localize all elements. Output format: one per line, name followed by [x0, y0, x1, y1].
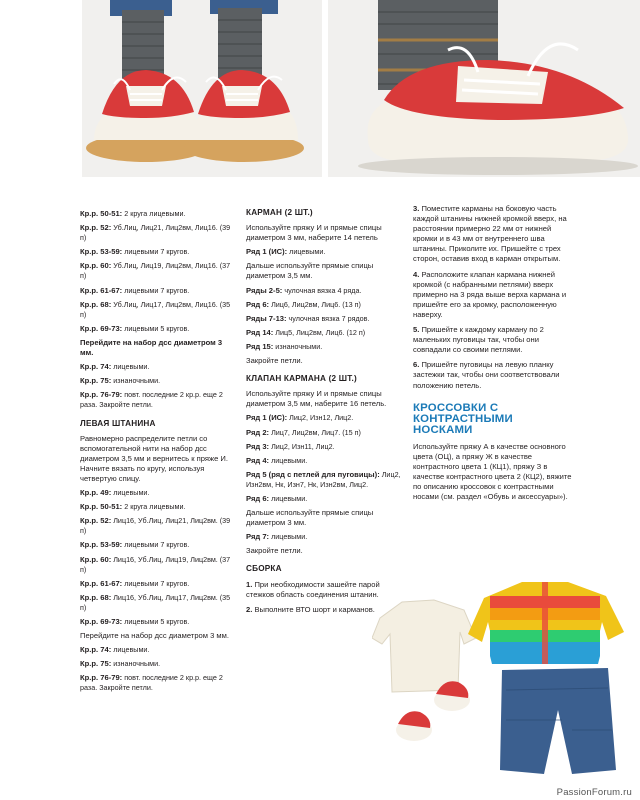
row-text: лицевыми. — [111, 645, 150, 655]
instruction-row — [246, 314, 404, 324]
step-number: 4. — [413, 269, 422, 279]
row-text: изнаночными. — [273, 341, 323, 351]
pocket-flap-heading: КЛАПАН КАРМАНА (2 ШТ.) — [246, 374, 357, 384]
row-text: лицевыми. — [111, 488, 150, 498]
stitch-count: (37 п) — [80, 554, 231, 574]
row-label: Ряд 1 (ИС): — [246, 247, 288, 257]
row-label: Ряд 14: — [246, 327, 274, 337]
photo-sneaker-closeup — [328, 0, 640, 177]
instruction-row — [246, 328, 404, 338]
row-label: Кр.р. 68: — [80, 299, 112, 309]
assembly-heading: СБОРКА — [246, 564, 282, 574]
row-label: Ряд 15: — [246, 341, 274, 351]
row-text: лицевыми 7 кругов. — [122, 578, 190, 588]
row-label: Кр.р. 68: — [80, 592, 112, 602]
step-number: 1. — [246, 579, 255, 589]
sneakers-heading: КРОССОВКИ С КОНТРАСТНЫМИ НОСКАМИ — [413, 401, 513, 437]
instruction-row — [246, 342, 404, 352]
row-label: Ряд 6: — [246, 299, 270, 309]
row-text: лицевыми 7 кругов. — [122, 247, 190, 257]
row-label: Кр.р. 76-79: — [80, 673, 123, 683]
left-leg-heading: ЛЕВАЯ ШТАНИНА — [80, 418, 156, 428]
instruction-row: Перейдите на набор дсс диаметром 3 мм. — [80, 631, 229, 641]
right-leg-rows — [80, 209, 236, 411]
instruction-row — [246, 247, 404, 257]
row-text: Лиц16, Уб.Лиц, Лиц21, Лиц2вм. — [111, 516, 218, 526]
instruction-row: Дальше используйте прямые спицы диаметром 3 мм. — [246, 508, 374, 528]
step-text: При необходимости зашейте парой стежков область соединения штанин. — [246, 579, 380, 599]
row-note-bold: Перейдите на набор дсс диаметром 3 мм. — [80, 337, 223, 358]
row-label: Кр.р. 61-67: — [80, 285, 123, 295]
instruction-row — [246, 494, 404, 504]
instruction-row — [246, 300, 404, 310]
row-text: лицевыми 5 кругов. — [122, 323, 190, 333]
instruction-row — [246, 470, 404, 490]
row-label: Кр.р. 74: — [80, 645, 112, 655]
instruction-row — [80, 261, 236, 281]
pocket-intro: Используйте пряжу И и прямые спицы диаметром 3 мм, наберите 14 петель — [246, 223, 382, 243]
instruction-row — [246, 413, 404, 423]
row-text: лицевыми. — [269, 493, 308, 503]
instruction-row — [80, 247, 236, 257]
row-text: Лиц16, Уб.Лиц, Лиц19, Лиц2вм. — [111, 554, 218, 564]
instruction-row — [80, 540, 236, 550]
step-number: 5. — [413, 325, 422, 335]
row-text: лицевыми. — [287, 247, 326, 257]
assembly-step — [413, 204, 573, 265]
instruction-row — [80, 324, 236, 334]
column-left — [80, 209, 236, 698]
row-label: Кр.р. 75: — [80, 659, 112, 669]
row-label: Кр.р. 75: — [80, 376, 112, 386]
row-label: Ряд 6: — [246, 493, 270, 503]
row-label: Кр.р. 76-79: — [80, 390, 123, 400]
row-text: чулочная вязка 7 рядов. — [286, 313, 370, 323]
row-text: 2 круга лицевыми. — [122, 502, 186, 512]
pocket-rows — [246, 247, 404, 366]
row-label: Кр.р. 53-59: — [80, 540, 123, 550]
row-text: Лиц2, Изн12, Лиц2. — [287, 413, 354, 423]
row-label: Ряды 7-13: — [246, 313, 287, 323]
instruction-row — [80, 488, 236, 498]
step-number: 3. — [413, 204, 422, 213]
instruction-row: Закройте петли. — [246, 546, 303, 556]
instruction-row — [80, 502, 236, 512]
instruction-row — [80, 673, 236, 693]
pocket-flap-intro: Используйте пряжу И и прямые спицы диаметром 3,5 мм, наберите 16 петель. — [246, 389, 387, 409]
pocket-heading: КАРМАН (2 ШТ.) — [246, 208, 313, 217]
row-text: лицевыми 7 кругов. — [122, 285, 190, 295]
row-text: 2 круга лицевыми. — [122, 209, 186, 218]
sneakers-text: Используйте пряжу А в качестве основного цвета (ОЦ), а пряжу Ж в качестве контрастного цвета 1 (КЦ1), пряжу З в качестве контрастного цвета 2 (КЦ2), вяжите по описанию кроссовок с контрастными носами (см. раздел «Обувь и аксессуары»). — [413, 441, 572, 502]
stitch-count: (39 п) — [80, 516, 231, 536]
row-text: Лиц7, Лиц2вм, Лиц7. — [269, 427, 341, 437]
row-label: Ряд 5 (ряд с петлей для пуговицы): — [246, 469, 380, 479]
instruction-row — [80, 300, 236, 320]
row-label: Ряд 4: — [246, 455, 270, 465]
step-number: 2. — [246, 604, 255, 614]
row-text: лицевыми. — [111, 362, 150, 372]
assembly-step — [413, 360, 573, 390]
row-text: чулочная вязка 4 ряда. — [282, 285, 362, 295]
instruction-row — [80, 659, 236, 669]
assembly-step — [413, 270, 573, 320]
photo-sneakers-front — [82, 0, 322, 177]
step-text: Расположите клапан кармана нижней кромкой (с набранными петлями) вверх примерно на 3 ряда выше верха кармана и пришейте его за кромку, расположенную наверху. — [413, 269, 567, 319]
row-label: Кр.р. 53-59: — [80, 247, 123, 257]
row-text: лицевыми 5 кругов. — [122, 617, 190, 626]
row-text: Уб.Лиц, Лиц21, Лиц2вм, Лиц16. — [111, 223, 218, 233]
instruction-row — [80, 390, 236, 410]
row-label: Ряд 7: — [246, 532, 270, 542]
row-text: изнаночными. — [111, 376, 161, 386]
row-text: Уб.Лиц, Лиц17, Лиц2вм, Лиц16. — [111, 299, 218, 309]
row-label: Кр.р. 69-73: — [80, 323, 123, 333]
instruction-row — [80, 645, 236, 655]
row-label: Ряд 2: — [246, 427, 270, 437]
row-text: повт. последние 2 кр.р. еще 2 раза. Закройте петли. — [80, 673, 223, 693]
row-label: Кр.р. 49: — [80, 488, 112, 498]
left-leg-rows — [80, 488, 236, 694]
instruction-row — [80, 579, 236, 589]
instruction-row — [80, 555, 236, 575]
instruction-row — [246, 442, 404, 452]
stitch-count: (37 п) — [80, 261, 231, 281]
row-label: Кр.р. 61-67: — [80, 578, 123, 588]
row-text: Лиц2, Изн11, Лиц2. — [269, 441, 335, 451]
instruction-row — [80, 593, 236, 613]
column-right — [413, 204, 573, 506]
row-label: Кр.р. 50-51: — [80, 209, 123, 218]
instruction-row: Дальше используйте прямые спицы диаметром 3,5 мм. — [246, 261, 374, 281]
instruction-row — [80, 286, 236, 296]
instruction-row — [80, 209, 236, 219]
instruction-row — [246, 428, 404, 438]
instruction-row — [246, 286, 404, 296]
row-label: Ряд 3: — [246, 441, 270, 451]
row-label: Кр.р. 60: — [80, 261, 112, 271]
instruction-row — [80, 516, 236, 536]
row-text: изнаночными. — [111, 659, 161, 669]
row-text: лицевыми 7 кругов. — [122, 540, 190, 550]
row-text: повт. последние 2 кр.р. еще 2 раза. Закройте петли. — [80, 390, 223, 410]
row-text: Уб.Лиц, Лиц19, Лиц2вм, Лиц16. — [111, 261, 218, 271]
instruction-row — [80, 223, 236, 243]
step-text: Пришейте к каждому карману по 2 маленьких пуговицы так, чтобы они совпадали со своими петлями. — [413, 325, 544, 355]
instruction-row — [246, 532, 404, 542]
row-label: Кр.р. 69-73: — [80, 617, 123, 626]
stitch-count: (12 п) — [344, 327, 366, 337]
instruction-row — [80, 338, 236, 358]
row-text: Лиц16, Уб.Лиц, Лиц17, Лиц2вм. — [111, 592, 218, 602]
step-text: Поместите карманы на боковую часть каждой штанины нижней кромкой вверх, на расстоянии примерно 22 мм от нижней кромки и в 43 мм от внутреннего шва штанины. Приколите их. Пришейте с трех сторон, оставив вход в карман открытым. — [413, 204, 567, 264]
step-number: 6. — [413, 360, 422, 370]
row-text: лицевыми. — [269, 532, 308, 542]
instruction-row — [80, 376, 236, 386]
row-label: Ряд 1 (ИС): — [246, 413, 288, 423]
row-label: Ряды 2-5: — [246, 285, 283, 295]
row-label: Кр.р. 60: — [80, 554, 112, 564]
column-middle — [246, 208, 404, 620]
row-text: Лиц5, Лиц2вм, Лиц6. — [273, 327, 345, 337]
step-text: Выполните ВТО шорт и карманов. — [254, 604, 375, 614]
row-text: Лиц6, Лиц2вм, Лиц6. — [269, 299, 341, 309]
stitch-count: (35 п) — [80, 592, 231, 612]
left-leg-intro: Равномерно распределите петли со вспомогательной нити на набор дсс диаметром 3,5 мм и вернитесь к пряже И. Начните вязать по кругу, используя четвертую спицу. — [80, 433, 228, 483]
stitch-count: (35 п) — [80, 299, 231, 319]
row-label: Кр.р. 50-51: — [80, 502, 123, 512]
stitch-count: (39 п) — [80, 223, 231, 243]
assembly-list-continued — [413, 204, 573, 391]
photo-knitted-outfit — [372, 560, 640, 785]
instruction-row — [246, 456, 404, 466]
instruction-row — [80, 362, 236, 372]
instruction-row — [80, 617, 236, 627]
pocket-flap-rows — [246, 413, 404, 556]
stitch-count: (13 п) — [340, 299, 361, 309]
row-text: Лиц2, Изн2вм, Нк, Изн7, Нк, Изн2вм, Лиц2. — [246, 469, 401, 489]
row-label: Кр.р. 52: — [80, 223, 112, 233]
watermark: PassionForum.ru — [556, 787, 632, 798]
instruction-row: Закройте петли. — [246, 356, 303, 366]
assembly-step — [413, 325, 573, 355]
stitch-count: (15 п) — [340, 427, 361, 437]
step-text: Пришейте пуговицы на левую планку застежки так, чтобы они соответствовали положению петель. — [413, 360, 560, 390]
row-label: Кр.р. 52: — [80, 516, 112, 526]
row-text: лицевыми. — [269, 455, 308, 465]
row-label: Кр.р. 74: — [80, 362, 112, 372]
